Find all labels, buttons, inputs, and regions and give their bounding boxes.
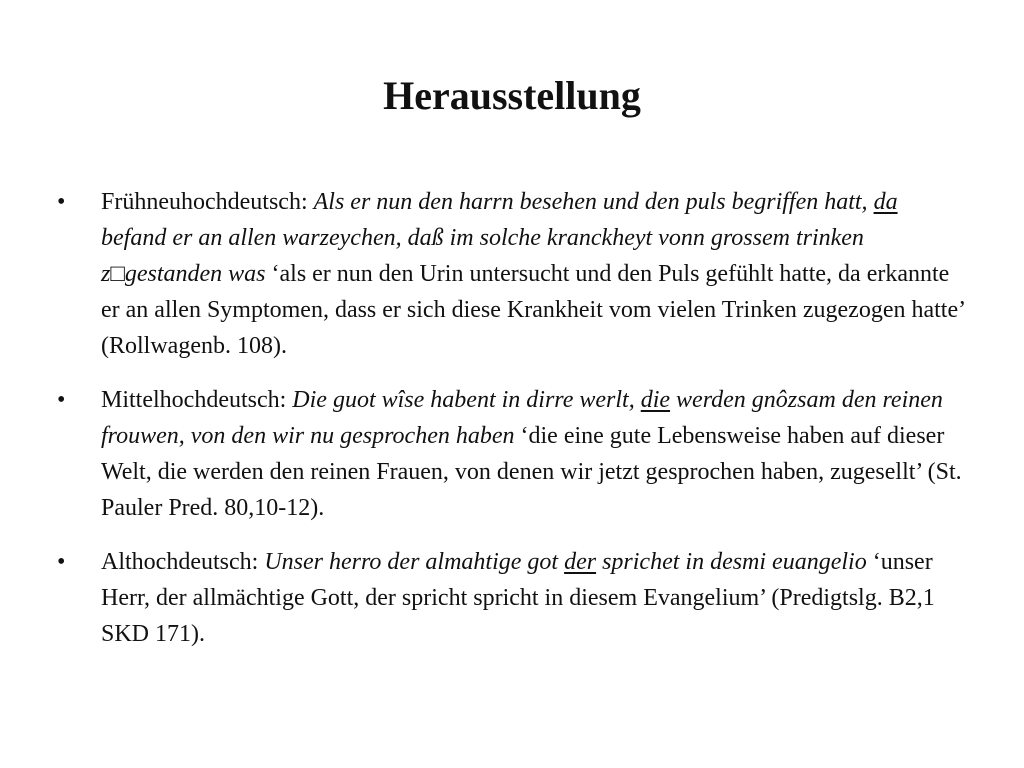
quote-text: Unser herro der almahtige got [264,549,565,575]
bullet-item-althochdeutsch [57,544,967,652]
bullet-icon: • [57,387,66,413]
bullet-item-fruehneuhochdeutsch [57,184,967,364]
translation-text: ‘als er nun den Urin untersucht und den Puls gefühlt hatte, da erkannte er an allen Symptomen, dass er sich diese Krankheit vom vielen Trinken zugezogen hatte’ (Rollwagenb. 108). [101,261,965,359]
highlighted-pronoun: die [640,387,671,413]
quote-text: befand er an allen warzeychen, daß im solche kranckheyt vonn grossem trinken z□gestanden was [101,225,864,287]
highlighted-pronoun: der [564,549,597,575]
highlighted-pronoun: da [873,189,898,215]
quote-text: werden gnôzsam den reinen frouwen, von den wir nu gesprochen haben [101,387,943,449]
bullet-label: Mittelhochdeutsch: [101,387,293,413]
bullet-label: Althochdeutsch: [101,549,265,575]
quote-text: sprichet in desmi euangelio [596,549,867,575]
slide-title: Herausstellung [383,73,641,118]
translation-text: ‘die eine gute Lebensweise haben auf dieser Welt, die werden den reinen Frauen, von denen wir jetzt gesprochen haben, zugesellt’ (St. Pauler Pred. 80,10-12). [101,423,962,521]
translation-text: ‘unser Herr, der allmächtige Gott, der spricht spricht in diesem Evangelium’ (Predigtslg. B2,1 SKD 171). [101,549,935,647]
bullet-item-mittelhochdeutsch [57,382,967,526]
bullet-list [57,184,967,670]
quote-text: Als er nun den harrn besehen und den puls begriffen hatt, [313,189,874,215]
bullet-icon: • [57,549,66,575]
bullet-icon: • [57,189,66,215]
bullet-label: Frühneuhochdeutsch: [101,189,314,215]
quote-text: Die guot wîse habent in dirre werlt, [292,387,641,413]
